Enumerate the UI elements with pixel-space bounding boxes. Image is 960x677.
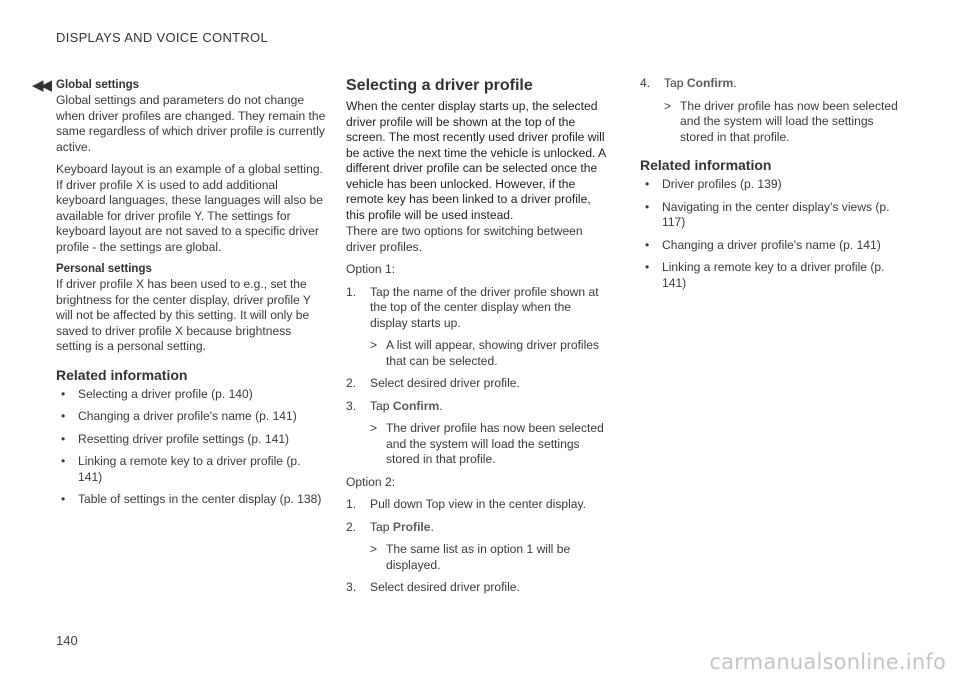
personal-settings-heading: Personal settings [56, 263, 152, 275]
related-links-list [56, 387, 328, 508]
step-number: 3. [346, 580, 357, 594]
step-text: Select desired driver profile. [370, 376, 520, 390]
result-arrow-icon: > [370, 338, 378, 352]
step-result [346, 421, 612, 468]
profile-keyword: Profile [392, 519, 431, 534]
selecting-profile-heading: Selecting a driver profile [346, 77, 533, 94]
step-item [640, 76, 908, 92]
tap-word: Tap [370, 519, 390, 534]
watermark: carmanualsonline.info [709, 650, 946, 674]
step-number: 2. [346, 519, 357, 534]
step-item [346, 376, 612, 392]
related-link[interactable] [640, 238, 908, 254]
tap-word: Tap [370, 398, 390, 413]
link-text: Driver profiles (p. 139) [662, 177, 782, 191]
confirm-keyword: Confirm [392, 398, 440, 413]
step-number: 1. [346, 284, 357, 299]
step-text: Pull down Top view in the center display. [370, 497, 587, 511]
result-arrow-icon: > [664, 98, 672, 113]
step-text: Tap the name of the driver profile shown at the top of the center display when the display starts up. [370, 284, 599, 330]
result-text: The driver profile has now been selected and the system will load the settings stored in that profile. [386, 421, 604, 466]
bullet: • [645, 177, 650, 191]
bullet: • [61, 431, 66, 446]
option2-label: Option 2: [346, 474, 396, 489]
bullet: • [61, 409, 66, 423]
step-number: 3. [346, 398, 357, 413]
column-continued [640, 76, 908, 298]
link-text: Linking a remote key to a driver profile (p. 141) [78, 454, 301, 484]
related-link[interactable] [56, 454, 328, 485]
step-number: 2. [346, 376, 357, 390]
related-link[interactable] [56, 387, 328, 403]
step-item [346, 520, 612, 536]
related-information-heading: Related information [56, 366, 188, 383]
result-arrow-icon: > [370, 421, 378, 435]
step-number: 1. [346, 497, 357, 511]
personal-settings-paragraph: If driver profile X has been used to e.g., set the brightness for the center display, driver profile Y will not be affected by this setting. It will only be saved to driver profile X because brightness setting is a personal setting. [56, 277, 311, 353]
global-settings-paragraph: Global settings and parameters do not change when driver profiles are changed. They remain the same regardless of which driver profile is currently active. [56, 93, 326, 154]
keyboard-layout-paragraph: Keyboard layout is an example of a global setting. If driver profile X is used to add additional keyboard languages, these languages will also be available for driver profile Y. The settings for keyboard layout are not saved to a specific driver profile - the settings are global. [56, 162, 323, 254]
global-settings-heading: Global settings [56, 79, 140, 91]
column-global-settings [56, 76, 328, 515]
confirm-keyword: Confirm [686, 76, 734, 90]
tap-word: Tap [664, 76, 684, 90]
bullet: • [61, 386, 66, 401]
step-result [346, 338, 612, 369]
step-item [346, 285, 612, 332]
step-text: Select desired driver profile. [370, 580, 520, 594]
column-selecting-profile [346, 76, 612, 603]
period: . [733, 76, 737, 90]
related-information-heading: Related information [640, 157, 772, 173]
step-item [346, 399, 612, 415]
intro-paragraph: When the center display starts up, the selected driver profile will be shown at the top of the screen. The most recently used driver profile will be active the next time the vehicle is unlocked. A different driver profile can be selected once the vehicle has been unlocked. However, if the remote key has been linked to a driver profile, this profile will be used instead. [346, 99, 606, 222]
step-item [346, 497, 612, 513]
step-result [640, 99, 908, 146]
bullet: • [645, 237, 650, 252]
link-text: Changing a driver profile's name (p. 141) [662, 237, 881, 252]
result-text: A list will appear, showing driver profiles that can be selected. [386, 338, 600, 368]
related-link[interactable] [640, 177, 908, 193]
result-text: The driver profile has now been selected and the system will load the settings stored in that profile. [680, 98, 898, 144]
link-text: Navigating in the center display's views (p. 117) [662, 199, 890, 229]
options-paragraph: There are two options for switching between driver profiles. [346, 224, 583, 254]
related-link[interactable] [56, 432, 328, 448]
period: . [430, 519, 434, 534]
step-item [346, 580, 612, 596]
step-result [346, 542, 612, 573]
related-link[interactable] [56, 409, 328, 425]
link-text: Table of settings in the center display (p. 138) [78, 492, 322, 506]
result-text: The same list as in option 1 will be displayed. [386, 542, 571, 572]
bullet: • [645, 199, 650, 214]
bullet: • [645, 260, 650, 274]
related-links-list [640, 177, 908, 291]
bullet: • [61, 454, 66, 468]
bullet: • [61, 492, 66, 506]
link-text: Selecting a driver profile (p. 140) [78, 386, 253, 401]
link-text: Resetting driver profile settings (p. 141) [78, 431, 290, 446]
back-arrows-icon: ◀◀ [32, 77, 50, 94]
related-link[interactable] [56, 492, 328, 508]
related-link[interactable] [640, 200, 908, 231]
result-arrow-icon: > [370, 542, 378, 556]
link-text: Linking a remote key to a driver profile (p. 141) [662, 260, 885, 290]
option1-label: Option 1: [346, 262, 396, 276]
step-number: 4. [640, 76, 651, 90]
section-header: DISPLAYS AND VOICE CONTROL [56, 30, 268, 45]
page-number: 140 [56, 633, 78, 648]
link-text: Changing a driver profile's name (p. 141) [78, 409, 297, 423]
period: . [439, 398, 443, 413]
related-link[interactable] [640, 260, 908, 291]
